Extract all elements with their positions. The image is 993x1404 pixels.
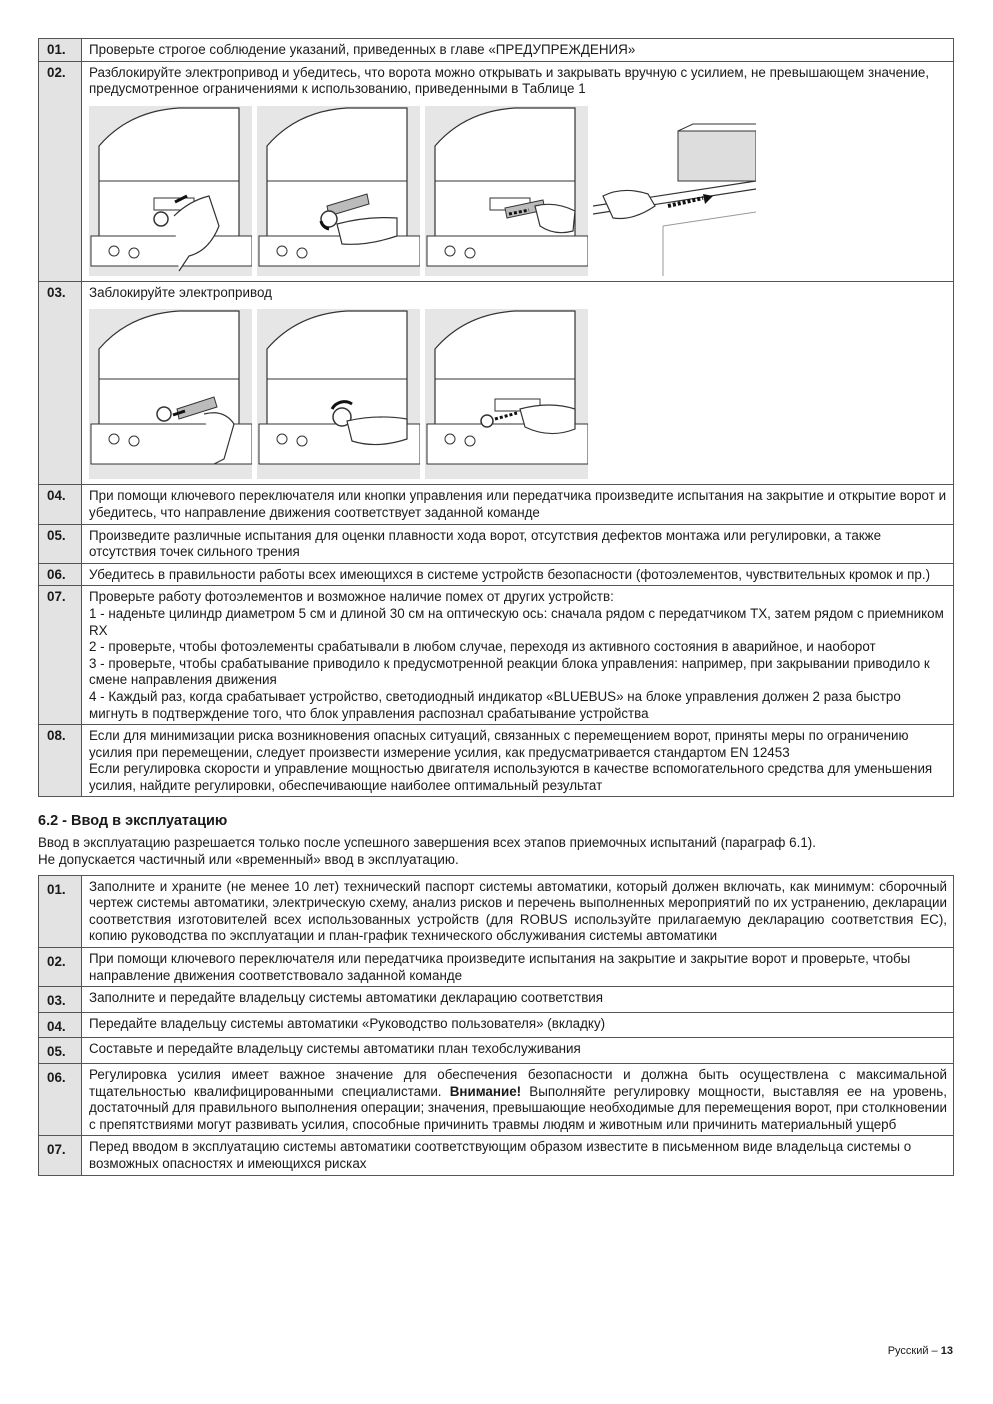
step-number: 01. — [39, 875, 82, 947]
step-number: 07. — [39, 586, 82, 725]
table-row — [39, 524, 954, 563]
step-cell — [82, 725, 954, 797]
step-text: Убедитесь в правильности работы всех имеющихся в системе устройств безопасности (фотоэлементов, чувствительных кромок и пр.) — [82, 563, 954, 586]
unlock-step-3-illustration — [425, 106, 588, 276]
step-number: 02. — [39, 948, 82, 987]
step-text: Проверьте строгое соблюдение указаний, приведенных в главе «ПРЕДУПРЕЖДЕНИЯ» — [82, 39, 954, 62]
lock-illustrations — [89, 301, 947, 482]
manual-gate-push-illustration — [593, 106, 756, 276]
step-number: 05. — [39, 524, 82, 563]
step-text: При помощи ключевого переключателя или кнопки управления или передатчика произведите испытания на закрытие и открытие ворот и убедитесь, что направление движения соответствует заданной команде — [82, 485, 954, 524]
step-number: 05. — [39, 1038, 82, 1064]
step-cell — [82, 586, 954, 725]
table-row — [39, 987, 954, 1013]
section-title: 6.2 - Ввод в эксплуатацию — [38, 813, 228, 830]
table-row — [39, 485, 954, 524]
step-number: 06. — [39, 563, 82, 586]
page-footer — [888, 1345, 953, 1357]
unlock-step-2-illustration — [257, 106, 420, 276]
step-text-continued: Выполняйте регулировку мощности, выставляя ее на уровень, достаточный для правильного выполнения операции; значения, превышающие необходимые для перемещения ворот, при столкновении с препятствиями могут развивать усилия, способные причинить травмы людям и животным или причинить материальный ущерб — [89, 1083, 947, 1132]
table-row — [39, 875, 954, 947]
step-text: Произведите различные испытания для оценки плавности хода ворот, отсутствия дефектов монтажа или регулировки, а также отсутствия точек сильного трения — [82, 524, 954, 563]
step-text: При помощи ключевого переключателя или передатчика произведите испытания на закрытие и закрытие ворот и проверьте, чтобы направление движения соответствовало заданной команде — [82, 948, 954, 987]
step-number: 03. — [39, 281, 82, 485]
step-text: Проверьте работу фотоэлементов и возможное наличие помех от других устройств: — [89, 589, 614, 605]
intro-line: Ввод в эксплуатацию разрешается только после успешного завершения всех этапов приемочных испытаний (параграф 6.1). — [38, 835, 816, 851]
step-cell — [82, 61, 954, 281]
lock-step-2-illustration — [257, 309, 420, 479]
table-row — [39, 586, 954, 725]
step-number: 04. — [39, 485, 82, 524]
step-number: 01. — [39, 39, 82, 62]
testing-steps-table — [38, 38, 954, 797]
step-number: 04. — [39, 1012, 82, 1038]
step-text: Составьте и передайте владельцу системы автоматики план техобслуживания — [82, 1038, 954, 1064]
commissioning-steps-table — [38, 875, 954, 1176]
step-number: 08. — [39, 725, 82, 797]
table-row — [39, 1038, 954, 1064]
table-row — [39, 725, 954, 797]
unlock-step-1-illustration — [89, 106, 252, 276]
table-row — [39, 563, 954, 586]
step-text: Заблокируйте электропривод — [89, 284, 272, 300]
step-text: Разблокируйте электропривод и убедитесь, что ворота можно открывать и закрывать вручную с усилием, не превышающем значение, предусмотренное ограничениями к использованию, приведенными в Таблице 1 — [89, 64, 930, 97]
step-subitem: 3 - проверьте, чтобы срабатывание приводило к предусмотренной реакции блока управления: например, при закрывании приводило к смене направления движения — [89, 655, 930, 688]
step-text: Передайте владельцу системы автоматики «Руководство пользователя» (вкладку) — [82, 1012, 954, 1038]
warning-label: Внимание! — [449, 1083, 522, 1099]
table-row — [39, 1012, 954, 1038]
step-cell — [82, 281, 954, 485]
page-number: 13 — [940, 1345, 953, 1357]
step-text-continued: Если регулировка скорости и управление мощностью двигателя используются в качестве вспомогательного средства для уменьшения усилия, найдите регулировки, обеспечивающие наиболее оптимальный результат — [89, 761, 933, 793]
section-intro — [38, 835, 954, 868]
table-row — [39, 1136, 954, 1175]
step-subitem: 4 - Каждый раз, когда срабатывает устройство, светодиодный индикатор «BLUEBUS» на блоке управления должен 2 раза быстро мигнуть в подтверждение того, что блок управления распознал срабатывание устройства — [89, 688, 901, 721]
step-text: Регулировка усилия имеет важное значение для обеспечения безопасности и должна быть осуществлена с максимальной тщательностью квалифицированными специалистами. — [89, 1067, 947, 1099]
step-number: 03. — [39, 987, 82, 1013]
lock-step-3-illustration — [425, 309, 588, 479]
step-text: Заполните и храните (не менее 10 лет) технический паспорт системы автоматики, который должен включать, как минимум: сборочный чертеж системы автоматики, электрическую схему, анализ рисков и перечень выполненных мероприятий по их устранению, декларации соответствия изготовителей всех использованных устройств (для ROBUS используйте прилагаемую декларацию соответствия ЕС), копию руководства по эксплуатации и план-график технического обслуживания системы автоматики — [82, 875, 954, 947]
step-subitem: 2 - проверьте, чтобы фотоэлементы срабатывали в любом случае, переходя из активного состояния в аварийное, и наоборот — [89, 639, 876, 655]
table-row — [39, 281, 954, 485]
intro-line: Не допускается частичный или «временный» ввод в эксплуатацию. — [38, 852, 459, 868]
manual-page — [38, 38, 954, 1176]
unlock-illustrations — [89, 98, 947, 279]
step-text: Если для минимизации риска возникновения опасных ситуаций, связанных с перемещением ворот, приняты меры по ограничению усилия при перемещении, следует произвести измерение усилия, как предусматривается стандартом EN 12453 — [89, 728, 909, 760]
step-text: Перед вводом в эксплуатацию системы автоматики соответствующим образом известите в письменном виде владельца системы о возможных опасностях и имеющихся рисках — [82, 1136, 954, 1175]
step-text: Заполните и передайте владельцу системы автоматики декларацию соответствия — [82, 987, 954, 1013]
table-row — [39, 39, 954, 62]
table-row — [39, 1064, 954, 1136]
lock-step-1-illustration — [89, 309, 252, 479]
step-cell — [82, 1064, 954, 1136]
table-row — [39, 948, 954, 987]
step-subitem: 1 - наденьте цилиндр диаметром 5 см и длиной 30 см на оптическую ось: сначала рядом с передатчиком TX, затем рядом с приемником RX — [89, 605, 944, 638]
table-row — [39, 61, 954, 281]
step-number: 02. — [39, 61, 82, 281]
footer-language: Русский – — [887, 1345, 938, 1357]
step-number: 06. — [39, 1064, 82, 1136]
step-number: 07. — [39, 1136, 82, 1175]
